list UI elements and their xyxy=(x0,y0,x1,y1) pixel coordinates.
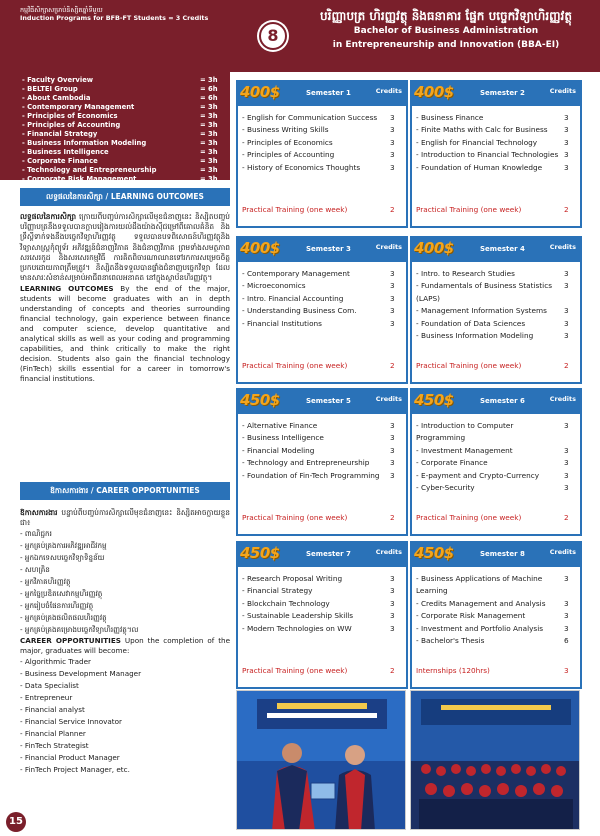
course-row xyxy=(416,623,578,635)
course-name: - Understanding Business Com. xyxy=(242,306,357,316)
course-name: - Business Information Modeling xyxy=(416,331,534,341)
program-title-en-2: in Entrepreneurship and Innovation (BBA-EI) xyxy=(332,40,560,50)
induction-item-hours: = 3h xyxy=(200,103,218,111)
course-credits: 6 xyxy=(564,636,569,646)
induction-item-title: - Corporate Finance xyxy=(22,157,98,165)
course-name: - History of Economics Thoughts xyxy=(242,162,361,172)
semester-block xyxy=(236,236,408,384)
course-credits: 3 xyxy=(564,306,569,316)
course-row xyxy=(416,149,578,161)
course-list xyxy=(416,420,578,494)
course-credits: 3 xyxy=(564,574,569,583)
semester-fee: 450$ xyxy=(414,544,454,562)
practical-training-credits: 2 xyxy=(564,361,569,370)
course-row xyxy=(242,124,404,136)
practical-training-credits: 2 xyxy=(390,666,395,675)
practical-training-row xyxy=(416,205,578,214)
practical-training-label: Practical Training (one week) xyxy=(416,205,522,214)
practical-training-label: Practical Training (one week) xyxy=(242,205,348,214)
course-credits: 3 xyxy=(564,470,569,480)
course-credits: 3 xyxy=(390,586,395,596)
course-row xyxy=(242,293,404,305)
semester-header xyxy=(238,543,406,567)
learning-outcomes-en-lead: LEARNING OUTCOMES xyxy=(20,284,114,294)
practical-training-credits: 2 xyxy=(390,361,395,370)
course-name: - Credits Management and Analysis xyxy=(416,598,546,608)
induction-item-hours: = 3h xyxy=(200,121,218,129)
practical-training-label: Practical Training (one week) xyxy=(416,361,522,370)
course-row xyxy=(242,470,404,482)
semester-header xyxy=(238,82,406,106)
credits-label: Credits xyxy=(549,395,576,403)
course-name: - Principles of Economics xyxy=(242,137,333,147)
course-name: - Management Information Systems xyxy=(416,306,547,316)
course-credits: 3 xyxy=(564,318,569,328)
induction-item xyxy=(22,130,230,139)
course-credits: 3 xyxy=(564,162,569,172)
course-row xyxy=(416,470,578,482)
course-row xyxy=(416,457,578,469)
career-kh-item: - អ្នករៀបចំផែនការហិរញ្ញវត្ថុ xyxy=(20,601,94,611)
course-list xyxy=(242,112,404,174)
career-en-item: - Financial Service Innovator xyxy=(20,717,122,727)
practical-training-credits: 2 xyxy=(390,205,395,214)
induction-item-title: - Financial Strategy xyxy=(22,130,98,138)
credits-label: Credits xyxy=(375,548,402,556)
course-credits: 3 xyxy=(390,421,395,430)
program-number-badge: 8 xyxy=(259,22,287,50)
credits-label: Credits xyxy=(375,395,402,403)
course-name: - Introduction to Computer Programming xyxy=(416,421,514,443)
course-credits: 3 xyxy=(564,483,569,493)
course-name: - Financial Modeling xyxy=(242,445,315,455)
induction-list xyxy=(0,72,230,183)
course-row xyxy=(242,573,404,585)
career-opportunities-body xyxy=(20,508,230,776)
semester-fee: 450$ xyxy=(240,391,280,409)
career-en-item: - FinTech Project Manager, etc. xyxy=(20,765,130,775)
career-opportunities-heading: ឱកាសការងារ / CAREER OPPORTUNITIES xyxy=(20,482,230,500)
course-name: - E-payment and Crypto-Currency xyxy=(416,470,540,480)
induction-item-hours: = 3h xyxy=(200,148,218,156)
course-name: - Intro. Financial Accounting xyxy=(242,293,344,303)
course-row xyxy=(416,280,578,305)
course-credits: 3 xyxy=(390,137,395,147)
career-kh-item: - អ្នកគ្រប់គ្រងផលិតផលហិរញ្ញវត្ថុ xyxy=(20,613,107,623)
induction-item xyxy=(22,85,230,94)
career-en-item: - Financial Planner xyxy=(20,729,86,739)
semester-name: Semester 5 xyxy=(306,397,351,405)
course-row xyxy=(416,598,578,610)
career-en-item: - Entrepreneur xyxy=(20,693,73,703)
career-kh-item: - អ្នកច្នៃប្រឌិតសេវាកម្មហិរញ្ញវត្ថុ xyxy=(20,589,103,599)
course-credits: 3 xyxy=(564,331,569,341)
semester-name: Semester 8 xyxy=(480,550,525,558)
course-name: - Financial Strategy xyxy=(242,586,313,596)
career-en-item: - Financial analyst xyxy=(20,705,85,715)
course-credits: 3 xyxy=(390,458,395,468)
course-row xyxy=(416,330,578,342)
course-credits: 3 xyxy=(390,611,395,621)
semester-block xyxy=(236,541,408,689)
practical-training-row xyxy=(416,666,578,675)
program-title-en-1: Bachelor of Business Administration xyxy=(353,26,539,36)
induction-item-hours: = 3h xyxy=(200,175,218,183)
semester-name: Semester 4 xyxy=(480,245,525,253)
induction-item xyxy=(22,94,230,103)
course-credits: 3 xyxy=(564,623,569,633)
course-credits: 3 xyxy=(390,318,395,328)
course-credits: 3 xyxy=(564,421,569,430)
semester-header xyxy=(412,82,580,106)
semester-header xyxy=(238,238,406,262)
course-row xyxy=(416,124,578,136)
course-row xyxy=(416,445,578,457)
practical-training-credits: 2 xyxy=(564,513,569,522)
career-en-intro xyxy=(20,636,230,656)
induction-item xyxy=(22,175,230,184)
induction-item-title: - Principles of Accounting xyxy=(22,121,121,129)
course-row xyxy=(416,573,578,598)
semester-header xyxy=(412,390,580,414)
semester-name: Semester 2 xyxy=(480,89,525,97)
course-list xyxy=(416,268,578,342)
practical-training-label: Practical Training (one week) xyxy=(242,513,348,522)
course-name: - Business Finance xyxy=(416,113,484,122)
semester-fee: 400$ xyxy=(414,83,454,101)
induction-item-hours: = 3h xyxy=(200,139,218,147)
practical-training-label: Internships (120hrs) xyxy=(416,666,490,675)
course-credits: 3 xyxy=(390,281,395,291)
course-row xyxy=(242,432,404,444)
course-name: - Bachelor's Thesis xyxy=(416,636,485,646)
induction-item-title: - About Cambodia xyxy=(22,94,91,102)
program-title-kh: បរិញ្ញាបត្រ ហិរញ្ញវត្ថុ និងធនាគារ ផ្នែក បច្ចេកវិទ្យាហិរញ្ញវត្ថុ xyxy=(320,9,572,23)
course-name: - Foundation of Data Sciences xyxy=(416,318,526,328)
learning-outcomes-en-text: By the end of the major, students will become graduates with an in depth understanding of concepts and theories surrounding financial technology, gain experience between finance and computer science, develop quantitative and analytical skills as well as your coding and programming capabilities, and think critically to make the right decision. Students also gain the financial technology (FinTech) skills essential for a career in tomorrow's financial institutions. xyxy=(20,284,230,384)
career-kh-item: - អ្នកឯកទេសបច្ចេកវិទ្យាទិន្នន័យ xyxy=(20,553,105,563)
career-en-lead: CAREER OPPORTUNITIES xyxy=(20,636,121,646)
induction-title xyxy=(20,6,230,22)
course-row xyxy=(242,420,404,432)
course-name: - Business Applications of Machine Learning xyxy=(416,574,543,596)
semester-fee: 400$ xyxy=(240,83,280,101)
course-name: - Fundamentals of Business Statistics (LAPS) xyxy=(416,281,553,303)
induction-item xyxy=(22,112,230,121)
course-name: - Contemporary Management xyxy=(242,269,350,278)
induction-item xyxy=(22,103,230,112)
practical-training-credits: 3 xyxy=(564,666,569,675)
credits-label: Credits xyxy=(549,548,576,556)
course-name: - Alternative Finance xyxy=(242,421,318,430)
graduation-photo-1 xyxy=(236,690,406,830)
induction-item-title: - Contemporary Management xyxy=(22,103,135,111)
course-row xyxy=(416,420,578,445)
course-name: - Introduction to Financial Technologies xyxy=(416,150,559,160)
induction-item-title: - Principles of Economics xyxy=(22,112,118,120)
course-credits: 3 xyxy=(390,574,395,583)
course-credits: 3 xyxy=(390,113,395,122)
practical-training-label: Practical Training (one week) xyxy=(242,361,348,370)
practical-training-credits: 2 xyxy=(564,205,569,214)
program-title xyxy=(296,8,596,52)
induction-item xyxy=(22,148,230,157)
induction-item-hours: = 3h xyxy=(200,112,218,120)
semester-fee: 450$ xyxy=(414,391,454,409)
course-row xyxy=(242,280,404,292)
course-row xyxy=(416,318,578,330)
semester-header xyxy=(238,390,406,414)
career-kh-item: - អ្នកគ្រប់គ្រងការអភិវឌ្ឍអាជីវកម្ម xyxy=(20,541,107,551)
semester-block xyxy=(410,236,582,384)
practical-training-row xyxy=(416,361,578,370)
course-credits: 3 xyxy=(390,293,395,303)
credits-label: Credits xyxy=(375,87,402,95)
course-row xyxy=(242,318,404,330)
induction-item xyxy=(22,166,230,175)
course-credits: 3 xyxy=(564,150,569,160)
course-row xyxy=(242,305,404,317)
course-row xyxy=(416,635,578,647)
induction-item-title: - Faculty Overview xyxy=(22,76,94,84)
induction-item-hours: = 3h xyxy=(200,166,218,174)
semester-block xyxy=(410,388,582,536)
course-list xyxy=(416,573,578,647)
career-kh-intro xyxy=(20,508,230,528)
course-row xyxy=(242,623,404,635)
course-list xyxy=(242,420,404,482)
course-row xyxy=(416,162,578,174)
course-name: - Investment and Portfolio Analysis xyxy=(416,623,544,633)
career-en-item: - Data Specialist xyxy=(20,681,79,691)
induction-item-hours: = 6h xyxy=(200,85,218,93)
semester-block xyxy=(410,80,582,228)
semester-block xyxy=(410,541,582,689)
induction-item-title: - Business Intelligence xyxy=(22,148,109,156)
career-en-item: - Algorithmic Trader xyxy=(20,657,91,667)
practical-training-credits: 2 xyxy=(390,513,395,522)
page-header xyxy=(0,0,600,72)
career-en-item: - FinTech Strategist xyxy=(20,741,89,751)
career-kh-item: - អ្នកវិភាគហិរញ្ញវត្ថុ xyxy=(20,577,71,587)
course-name: - Corporate Finance xyxy=(416,458,488,468)
course-row xyxy=(416,137,578,149)
induction-title-kh: កម្មវិធីសិក្សាសម្រាប់និស្សិតឆ្នាំទីមួយ xyxy=(20,6,103,14)
course-row xyxy=(416,305,578,317)
induction-item-hours: = 3h xyxy=(200,157,218,165)
course-name: - English for Communication Success xyxy=(242,113,378,122)
course-name: - Intro. to Research Studies xyxy=(416,269,515,278)
course-row xyxy=(242,457,404,469)
course-credits: 3 xyxy=(390,269,395,278)
course-row xyxy=(242,268,404,280)
credits-label: Credits xyxy=(375,243,402,251)
career-kh-text: បន្ទាប់ពីបញ្ចប់ការសិក្សាលើមុខជំនាញនេះ និស្សិតអាចក្លាយខ្លួនជា៖ xyxy=(20,508,230,528)
course-row xyxy=(242,610,404,622)
credits-label: Credits xyxy=(549,87,576,95)
course-name: - Technology and Entrepreneurship xyxy=(242,458,370,468)
course-name: - Finite Maths with Calc for Business xyxy=(416,125,548,135)
induction-item-title: - Technology and Entrepreneurship xyxy=(22,166,157,174)
course-name: - Business Writing Skills xyxy=(242,125,329,135)
career-en-item: - Business Development Manager xyxy=(20,669,142,679)
semester-header xyxy=(412,238,580,262)
course-name: - Research Proposal Writing xyxy=(242,574,343,583)
practical-training-label: Practical Training (one week) xyxy=(416,513,522,522)
induction-item-title: - Corporate Risk Management xyxy=(22,175,137,183)
semester-name: Semester 1 xyxy=(306,89,351,97)
semester-block xyxy=(236,80,408,228)
course-credits: 3 xyxy=(564,445,569,455)
career-en-list xyxy=(20,656,230,776)
career-kh-list xyxy=(20,528,230,636)
course-row xyxy=(242,137,404,149)
induction-item xyxy=(22,121,230,130)
semester-fee: 450$ xyxy=(240,544,280,562)
learning-outcomes-en xyxy=(20,284,230,384)
practical-training-row xyxy=(416,513,578,522)
course-credits: 3 xyxy=(564,458,569,468)
graduation-photo-2 xyxy=(410,690,580,830)
course-credits: 3 xyxy=(564,611,569,621)
course-name: - Blockchain Technology xyxy=(242,598,330,608)
semester-block xyxy=(236,388,408,536)
course-row xyxy=(416,610,578,622)
course-name: - Modern Technologies on WW xyxy=(242,623,352,633)
career-kh-lead: ឱកាសការងារ xyxy=(20,508,58,517)
induction-item xyxy=(22,157,230,166)
page-number: 15 xyxy=(6,812,26,832)
course-credits: 3 xyxy=(564,269,569,278)
semester-header xyxy=(412,543,580,567)
induction-item xyxy=(22,76,230,85)
course-name: - Financial Institutions xyxy=(242,318,322,328)
course-credits: 3 xyxy=(390,162,395,172)
course-row xyxy=(242,112,404,124)
course-name: - English for Financial Technology xyxy=(416,137,538,147)
graduation-photo-2-image xyxy=(411,691,580,830)
course-credits: 3 xyxy=(390,623,395,633)
course-credits: 3 xyxy=(564,598,569,608)
practical-training-row xyxy=(242,513,404,522)
course-credits: 3 xyxy=(390,598,395,608)
course-row xyxy=(242,445,404,457)
course-credits: 3 xyxy=(564,281,569,291)
course-name: - Foundation of Human Knowledge xyxy=(416,162,543,172)
course-name: - Investment Management xyxy=(416,445,513,455)
course-name: - Microeconomics xyxy=(242,281,306,291)
induction-item-title: - BELTEI Group xyxy=(22,85,78,93)
practical-training-row xyxy=(242,666,404,675)
graduation-photo-1-image xyxy=(237,691,406,830)
course-row xyxy=(242,149,404,161)
course-credits: 3 xyxy=(564,113,569,122)
course-credits: 3 xyxy=(390,306,395,316)
semester-name: Semester 7 xyxy=(306,550,351,558)
induction-item-title: - Business Information Modeling xyxy=(22,139,147,147)
career-kh-item: - ពាណិជ្ជករ xyxy=(20,529,52,539)
course-credits: 3 xyxy=(390,470,395,480)
course-row xyxy=(242,162,404,174)
course-row xyxy=(416,268,578,280)
semester-fee: 400$ xyxy=(414,239,454,257)
course-list xyxy=(242,573,404,635)
learning-outcomes-kh-lead: លទ្ធផលនៃការសិក្សា xyxy=(20,212,77,221)
credits-label: Credits xyxy=(549,243,576,251)
practical-training-label: Practical Training (one week) xyxy=(242,666,348,675)
semester-name: Semester 3 xyxy=(306,245,351,253)
course-row xyxy=(416,482,578,494)
course-name: - Principles of Accounting xyxy=(242,150,335,160)
course-list xyxy=(242,268,404,330)
learning-outcomes-heading: លទ្ធផលនៃការសិក្សា / LEARNING OUTCOMES xyxy=(20,188,230,206)
course-credits: 3 xyxy=(564,137,569,147)
course-credits: 3 xyxy=(390,125,395,135)
practical-training-row xyxy=(242,361,404,370)
course-name: - Business Intelligence xyxy=(242,433,324,443)
course-credits: 3 xyxy=(390,445,395,455)
learning-outcomes-kh-text: ក្រោយពីបញ្ចប់ការសិក្សាលើមុខជំនាញនេះ និស្សិតបញ្ចប់បរិញ្ញាបត្រនឹងទទួលបានក្តាបរៀងការយល់ដឹងយ៉ាងស៊ីជម្រៅពីគោលគំនិត និងទ្រឹស្តីទាក់ទងនឹងបច្ចេកវិទ្យាហិរញ្ញវត្ថុ ទទួលបានបទពិសោធន៍ហិរញ្ញវត្ថុនិងវិទ្យាសាស្ត្រកុំព្យូទ័រ អភិវឌ្ឍន៍ជំនាញវិភាគ និងជំនាញវិភាគ ព្រមទាំងសមត្ថភាពសរសេរកូដ និងសរសេរកម្មវិធី ការគិតពិចារណាឈានទៅរកការសម្រេចចិត្តប្រកបដោយភាពត្រឹមត្រូវ។ និស្សិតនឹងទទួលបានផ្ទាំងជំនាញបច្ចេកវិទ្យា ដែលមានសារៈសំខាន់សម្រាប់អាជីពនាពេលអនាគត នៅក្នុងស្ថាប័នហិរញ្ញវត្ថុ។ xyxy=(20,212,230,283)
course-name: - Corporate Risk Management xyxy=(416,611,526,621)
course-row xyxy=(242,585,404,597)
career-kh-item: - សហគ្រិន xyxy=(20,565,50,575)
course-name: - Cyber-Security xyxy=(416,483,475,493)
career-en-text: Upon the completion of the major, graduates will become: xyxy=(20,636,230,656)
practical-training-row xyxy=(242,205,404,214)
learning-outcomes-body xyxy=(20,212,230,384)
induction-item-hours: = 6h xyxy=(200,94,218,102)
course-name: - Foundation of Fin-Tech Programming xyxy=(242,470,380,480)
course-credits: 3 xyxy=(390,433,395,443)
semester-fee: 400$ xyxy=(240,239,280,257)
induction-title-en: Induction Programs for BFB-FT Students = 3 Credits xyxy=(20,14,209,22)
course-credits: 3 xyxy=(564,125,569,135)
career-kh-item: - អ្នកគ្រប់គ្រងគម្រោងបច្ចេកវិទ្យាហិរញ្ញវត្ថុ។ល xyxy=(20,625,139,635)
course-list xyxy=(416,112,578,174)
semester-name: Semester 6 xyxy=(480,397,525,405)
induction-item-hours: = 3h xyxy=(200,76,218,84)
course-name: - Sustainable Leadership Skills xyxy=(242,611,354,621)
career-en-item: - Financial Product Manager xyxy=(20,753,120,763)
course-credits: 3 xyxy=(390,150,395,160)
course-row xyxy=(242,598,404,610)
learning-outcomes-kh xyxy=(20,212,230,283)
course-row xyxy=(416,112,578,124)
induction-item-hours: = 3h xyxy=(200,130,218,138)
induction-item xyxy=(22,139,230,148)
